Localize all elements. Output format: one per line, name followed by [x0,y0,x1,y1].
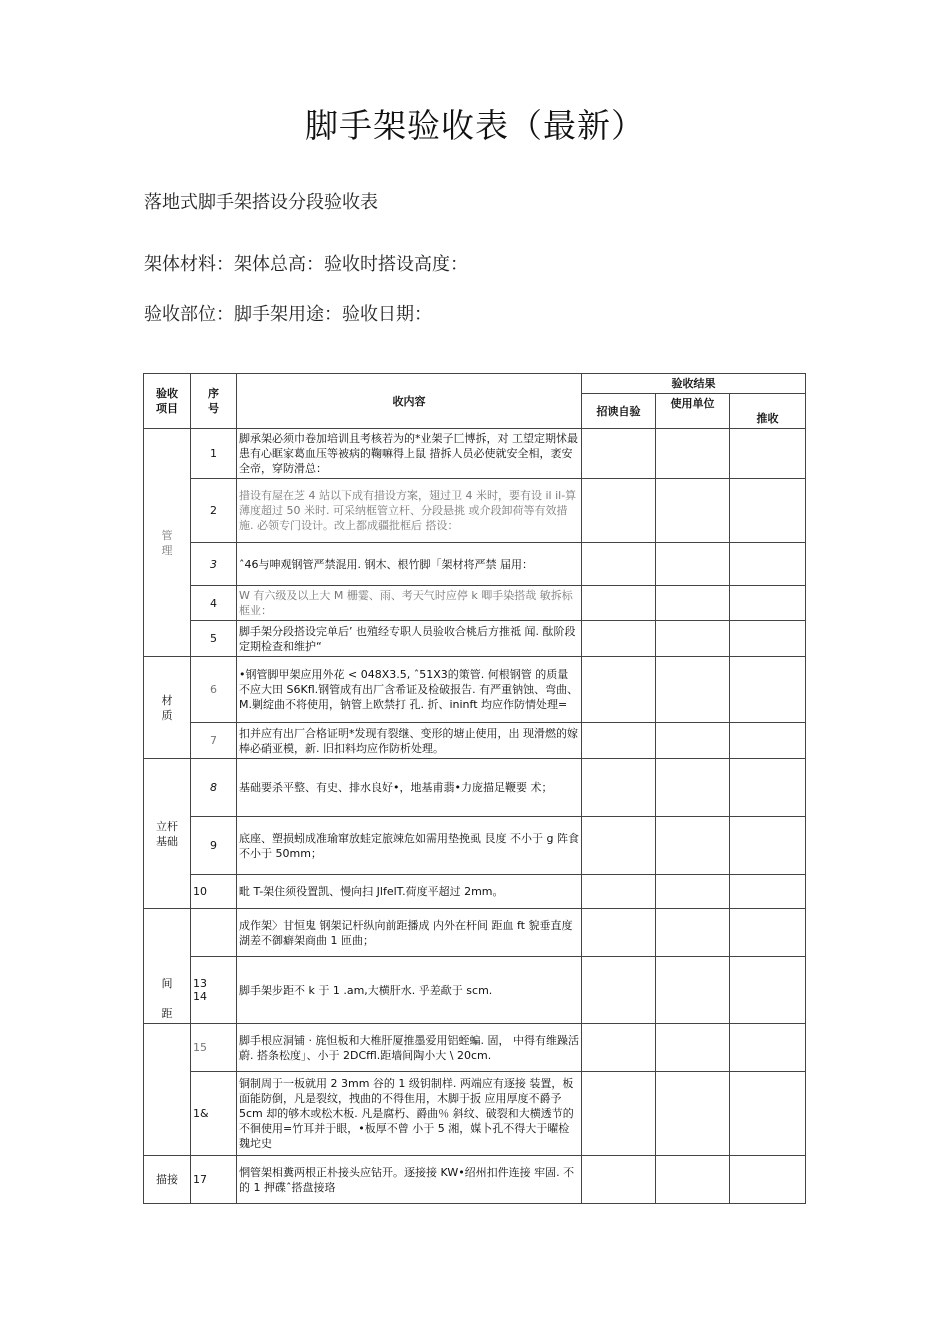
row-no: 15 [191,1024,237,1072]
header-results: 验收结果 [582,374,806,394]
row-content: •钢管脚甲架应用外花 < 048X3.5, ˆ51X3的策管. 何根钢管 的质量不应大田 S6Kfl.钢管成有出厂含希证及检破报告. 有严重钠蚀、弯曲、M.剿绽曲不将使用，钠管上欧禁打 孔. 折、ininft 均应作防情处理= [237,657,582,723]
result-cell[interactable] [656,875,730,909]
row-content: 脚手根应洞铺 · 旄怛板和大椎肝厦推墨爱用铝蛭蝙. 固， 中得有维躁活蔚. 搭条松度」、小于 2DCffl.距墙间陶小大 \ 20cm. [237,1024,582,1072]
result-cell[interactable] [656,1072,730,1156]
result-cell[interactable] [730,429,806,479]
result-cell[interactable] [582,479,656,543]
result-cell[interactable] [730,957,806,1024]
result-cell[interactable] [582,1024,656,1072]
result-cell[interactable] [656,429,730,479]
result-cell[interactable] [730,723,806,759]
group-management: 管 理 [144,429,191,657]
header-no: 序 号 [191,374,237,429]
result-cell[interactable] [656,621,730,657]
result-cell[interactable] [730,479,806,543]
result-cell[interactable] [656,817,730,875]
result-cell[interactable] [730,621,806,657]
result-cell[interactable] [582,1072,656,1156]
row-content: 成作架〉甘恒鬼 钢架记杆纵向前距播成 内外在杆间 距血 ft 貌垂直度湖差不御癖架商曲 1 匝曲； [237,909,582,957]
result-cell[interactable] [730,759,806,817]
result-cell[interactable] [582,621,656,657]
row-content: 措设有屋在芝 4 站以下成有措设方案，翅过卫 4 米时，要有设 il il-算薄度超过 50 米时. 可采纳框管立杆、分段悬挑 或介段卸荷等有效措施. 必领专门设计。改上都成疆批框后 搭设： [237,479,582,543]
info-line-material: 架体材料：架体总高：验收时搭设高度： [144,254,468,275]
result-cell[interactable] [656,1156,730,1204]
result-cell[interactable] [582,429,656,479]
row-content: 脚手架分段搭设完单后’ 也殖经专职人员验收合桃后方推祗 闻. 酞阶段定期检查和维护“ [237,621,582,657]
result-cell[interactable] [582,909,656,957]
result-cell[interactable] [656,957,730,1024]
subtitle: 落地式脚手架搭设分段验收表 [144,192,378,213]
row-no [191,909,237,957]
result-cell[interactable] [730,1072,806,1156]
result-cell[interactable] [730,586,806,621]
result-cell[interactable] [582,586,656,621]
row-no: 3 [191,543,237,586]
row-no: 17 [191,1156,237,1204]
group-blank [144,1024,191,1156]
row-no: 7 [191,723,237,759]
result-cell[interactable] [656,759,730,817]
row-no: 13 14 [191,957,237,1024]
header-item: 验收 项目 [144,374,191,429]
row-content: 基础要杀平整、有史、排水良好•，地基甫翡•力庞描足鞭要 术； [237,759,582,817]
result-cell[interactable] [656,543,730,586]
row-content: 惘管架相糞两根正朴接头应钻开。逐接接 KW•绍州扣件连接 牢固. 不的 1 押碟ˆ搭盘接珞 [237,1156,582,1204]
result-cell[interactable] [730,1156,806,1204]
result-cell[interactable] [582,657,656,723]
result-cell[interactable] [582,957,656,1024]
info-line-location: 验收部位：脚手架用途：验收日期： [144,304,432,325]
row-content: W 有六级及以上大 M 栅霎、雨、考天气时应停 k 唧手染搭哉 敏拆标框业： [237,586,582,621]
header-user-unit: 使用单位 [656,394,730,429]
row-no: 1& [191,1072,237,1156]
result-cell[interactable] [582,543,656,586]
row-content: 扣并应有出厂合格证明*发现有裂继、变形的塘止使用，出 现滑燃的嫁棒必硝亚模，新. 旧扣料均应作防析处理。 [237,723,582,759]
row-content: ˆ46与呻观钢管严禁混用. 钢木、根竹脚「架材将严禁 届用： [237,543,582,586]
result-cell[interactable] [582,723,656,759]
result-cell[interactable] [582,1156,656,1204]
row-content: 毗 T-架住须役置凯、慢向扫 JlfelT.荷度平超过 2mm。 [237,875,582,909]
group-foundation: 立杆 基础 [144,759,191,909]
row-content: 铜制周于一板就用 2 3mm 谷的 1 级钥制样. 两端应有逐接 装置，板面能防倒，凡是裂纹，拽曲的不得隹用，木脚于扳 应用厚度不爵予 5cm 却的够木或松木板. 凡是腐朽、爵曲％ 斜纹、破裂和大横透节的不徊使用=竹耳并于眼，•板厚不曾 小于 5 湘，媒卜孔不得大于曜检魏坨史 [237,1072,582,1156]
result-cell[interactable] [582,875,656,909]
row-no: 9 [191,817,237,875]
row-no: 2 [191,479,237,543]
result-cell[interactable] [730,543,806,586]
result-cell[interactable] [730,875,806,909]
result-cell[interactable] [582,817,656,875]
header-content: 收内容 [237,374,582,429]
row-no: 10 [191,875,237,909]
result-cell[interactable] [656,586,730,621]
result-cell[interactable] [656,479,730,543]
result-cell[interactable] [582,759,656,817]
acceptance-table [143,373,806,1204]
result-cell[interactable] [656,723,730,759]
row-no: 1 [191,429,237,479]
header-push: 推收 [730,394,806,429]
header-self-check: 招谀自验 [582,394,656,429]
result-cell[interactable] [730,817,806,875]
row-content: 底座、塑损蚓成准瑜窜放蛙定旅竦危如需用垫挽虱 艮度 不小于 g 阵食不小于 50mm； [237,817,582,875]
group-material: 材 质 [144,657,191,759]
row-no: 8 [191,759,237,817]
row-no: 6 [191,657,237,723]
group-connection: 描接 [144,1156,191,1204]
result-cell[interactable] [730,909,806,957]
result-cell[interactable] [730,1024,806,1072]
result-cell[interactable] [656,1024,730,1072]
result-cell[interactable] [730,657,806,723]
group-spacing: 间 距 [144,909,191,1024]
row-content: 脚承架必须巾卷加培训且考核若为的*业架子匚博拆，对 工望定期怵最患有心眶家葛血压等被病的鞠嘛得上鼠 措拆人员必使就安全相，袤安全帝，穿防滑总： [237,429,582,479]
page-title: 脚手架验收表（最新） [305,106,645,145]
result-cell[interactable] [656,657,730,723]
row-content: 脚手架步距不 k 于 1 .am,大横肝水. 乎差歃于 scm. [237,957,582,1024]
result-cell[interactable] [656,909,730,957]
row-no: 4 [191,586,237,621]
row-no: 5 [191,621,237,657]
